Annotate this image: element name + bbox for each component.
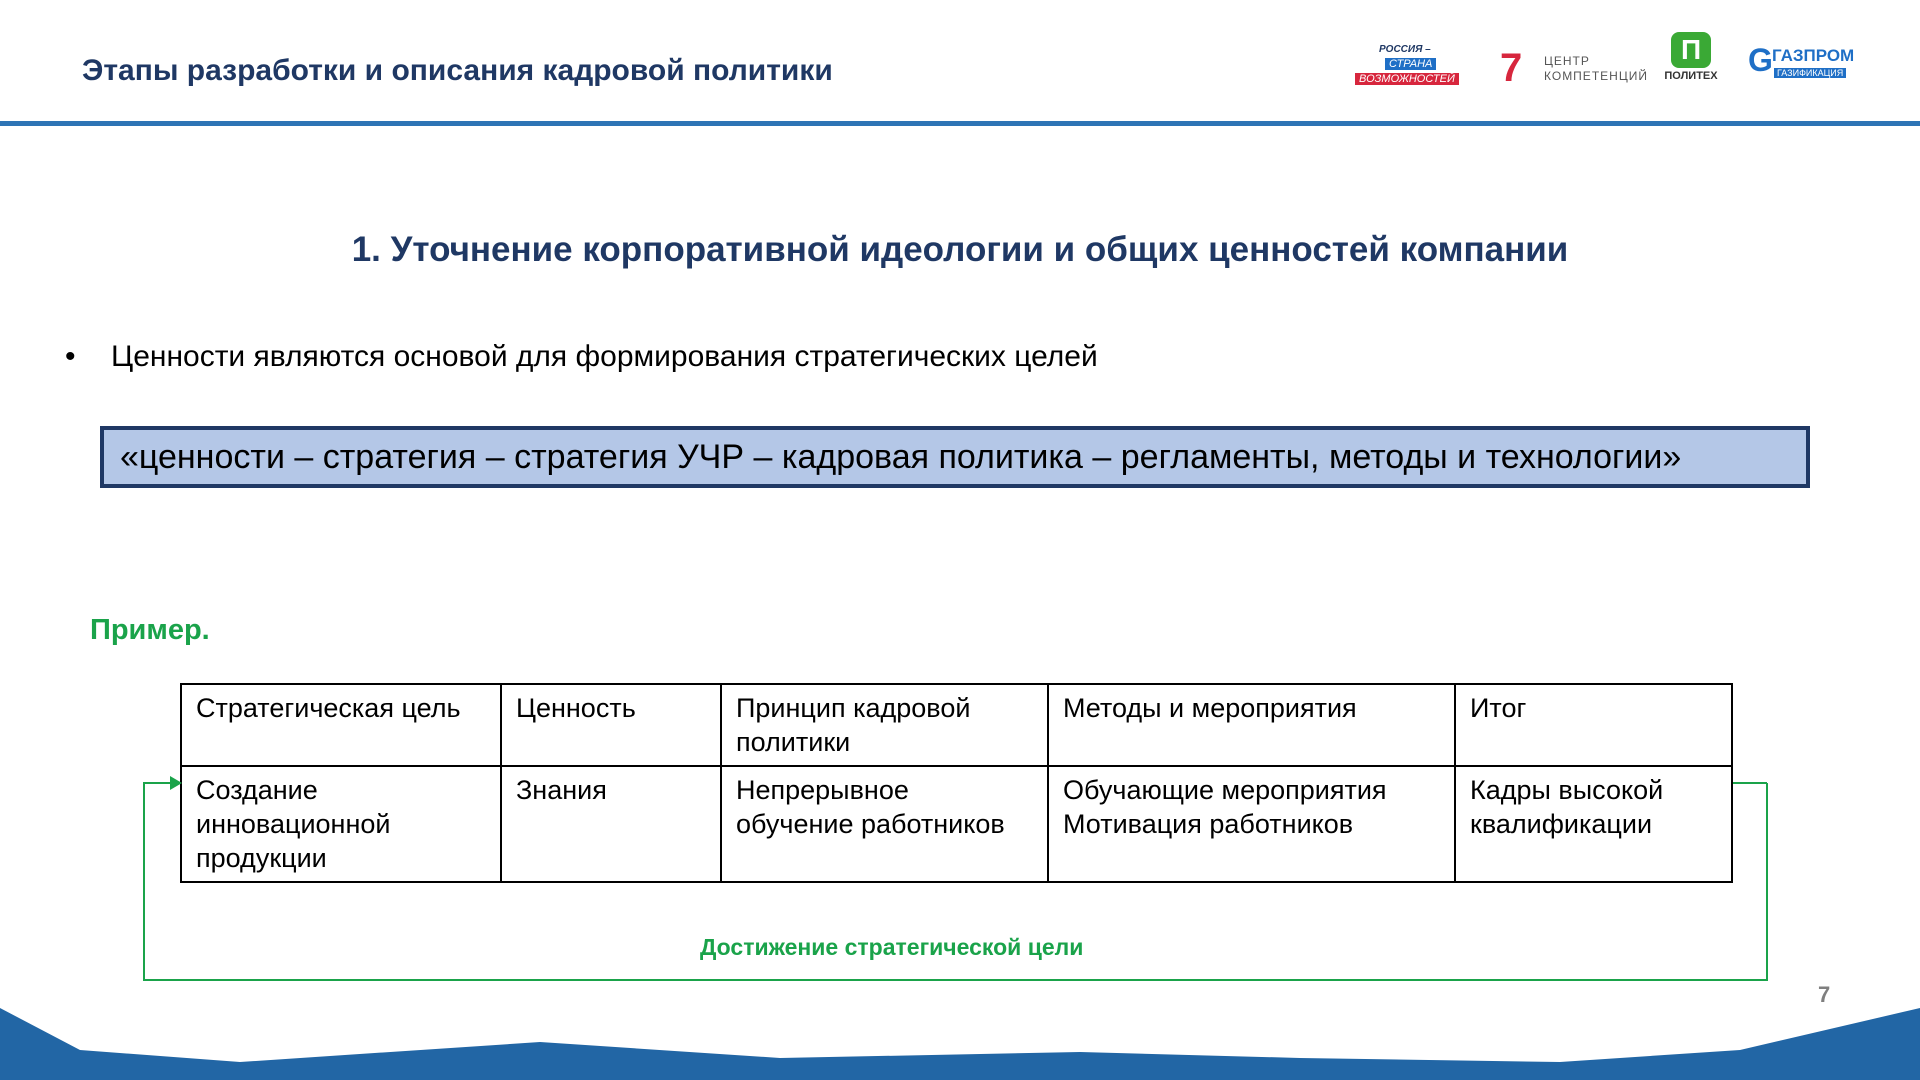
- gazprom-flame-icon: G: [1748, 42, 1773, 78]
- gazprom-logo: [1748, 38, 1855, 88]
- centr-logo-line1: ЦЕНТР: [1544, 54, 1590, 68]
- footer-wave-shape: [0, 1008, 1920, 1080]
- example-label: Пример.: [90, 614, 210, 646]
- table-row: [181, 766, 1732, 882]
- bullet-text: Ценности являются основой для формирования стратегических целей: [111, 340, 1098, 373]
- header-rule: [0, 121, 1920, 126]
- table-cell: Знания: [501, 766, 721, 882]
- table-cell: Обучающие мероприятия Мотивация работников: [1048, 766, 1455, 882]
- bullet-dot-icon: •: [65, 340, 76, 373]
- gazprom-logo-line2: ГАЗИФИКАЦИЯ: [1774, 68, 1846, 78]
- politeh-logo: [1660, 32, 1722, 88]
- cycle-label: Достижение стратегической цели: [700, 934, 1084, 960]
- chain-box: «ценности – стратегия – стратегия УЧР – кадровая политика – регламенты, методы и технологии»: [100, 426, 1810, 488]
- table-header-cell: Принцип кадровой политики: [721, 684, 1048, 766]
- russia-logo: [1355, 44, 1461, 90]
- cycle-line-bottom: [143, 979, 1768, 981]
- centr-kompetenciy-logo: [1500, 46, 1648, 92]
- footer-wave: [0, 990, 1920, 1080]
- table-cell: Кадры высокой квалификации: [1455, 766, 1732, 882]
- centr-mark-icon: 7: [1500, 46, 1523, 90]
- main-title: 1. Уточнение корпоративной идеологии и общих ценностей компании: [351, 230, 1569, 269]
- russia-logo-line3: ВОЗМОЖНОСТЕЙ: [1355, 73, 1459, 85]
- table-header-cell: Методы и мероприятия: [1048, 684, 1455, 766]
- page-number: 7: [1818, 982, 1831, 1007]
- table-header-cell: Ценность: [501, 684, 721, 766]
- politeh-logo-text: ПОЛИТЕХ: [1664, 70, 1718, 82]
- table-header-row: [181, 684, 1732, 766]
- centr-logo-line2: КОМПЕТЕНЦИЙ: [1544, 69, 1648, 83]
- cycle-line-right: [1766, 783, 1768, 981]
- table-cell: Непрерывное обучение работников: [721, 766, 1048, 882]
- politeh-mark-icon: П: [1671, 32, 1711, 68]
- russia-logo-line2: СТРАНА: [1385, 58, 1436, 70]
- table-cell: Создание инновационной продукции: [181, 766, 501, 882]
- cycle-line-top-right: [1733, 782, 1767, 784]
- cycle-arrow-icon: [170, 776, 182, 790]
- russia-logo-line1: РОССИЯ –: [1379, 44, 1431, 55]
- example-table: [180, 683, 1733, 883]
- cycle-line-left: [143, 783, 145, 981]
- table-header-cell: Стратегическая цель: [181, 684, 501, 766]
- cycle-line-top-left: [143, 782, 171, 784]
- table-header-cell: Итог: [1455, 684, 1732, 766]
- header-title: Этапы разработки и описания кадровой политики: [82, 54, 833, 87]
- gazprom-logo-line1: ГАЗПРОМ: [1772, 46, 1855, 65]
